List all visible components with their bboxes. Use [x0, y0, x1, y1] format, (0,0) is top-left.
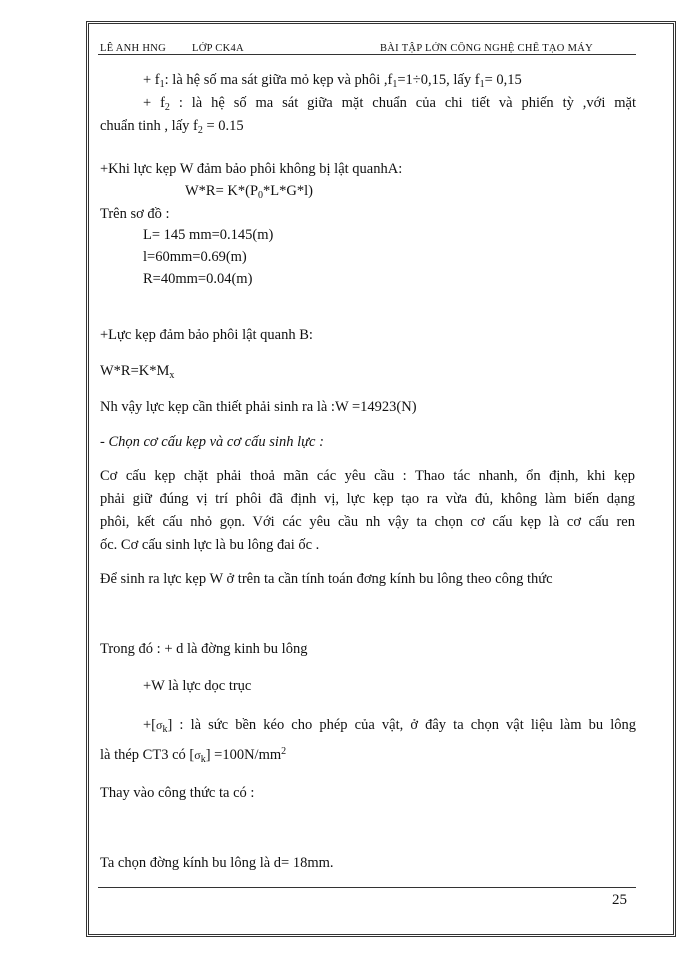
paragraph-line-4: ốc. Cơ cấu sinh lực là bu lông đai ốc . [100, 537, 320, 553]
paragraph-line-2: phải giữ đúng vị trí phôi đã định vị, lực kẹp tạo ra vừa đủ, không làm biến dạng [100, 491, 635, 507]
where-w: +W là lực dọc trục [143, 678, 252, 694]
sigma-line2: là thép CT3 có $[\sigma_k] =100N/mm^2$ [100, 746, 287, 765]
substitute: Thay vào công thức ta có : [100, 785, 255, 801]
f2-line2: chuẩn tinh , lấy $f_2 = 0.15$ [100, 118, 244, 136]
tip-a: +Khi lực kẹp W đảm bảo phôi không bị lật quanhA: [100, 161, 403, 177]
dim-l: l=60mm=0.69(m) [143, 249, 247, 265]
header-class: LỚP CK4A [192, 43, 244, 54]
section-title: - Chọn cơ cấu kẹp và cơ cấu sinh lực : [100, 434, 324, 450]
f2-line1: + $f_2$ : là hệ số ma sát giữa mặt chuẩn của chi tiết và phiến tỳ ,với mặt [143, 95, 636, 113]
sigma-line1: $+[\sigma_k]$ : là sức bền kéo cho phép của vật, ở đây ta chọn vật liệu làm bu lông [143, 717, 636, 735]
formula-a: $W*R= K*(P_0*L*G*l)$ [185, 183, 313, 201]
dim-R: R=40mm=0.04(m) [143, 271, 253, 287]
tip-b: +Lực kẹp đảm bảo phôi lật quanh B: [100, 327, 313, 343]
paragraph-line-3: phôi, kết cấu nhỏ gọn. Với các yêu cầu nh vậy ta chọn cơ cấu kẹp là cơ cấu ren [100, 514, 635, 530]
header-rule [98, 54, 636, 55]
conclusion: Ta chọn đờng kính bu lông là d= 18mm. [100, 855, 334, 871]
f1-line: + $f_1$: là hệ số ma sát giữa mỏ kẹp và phôi $,f_1=1\div 0,15$, lấy $f_1= 0,15$ [143, 72, 522, 90]
dim-L: L= 145 mm=0.145(m) [143, 227, 274, 243]
diagram-label: Trên sơ đồ : [100, 206, 170, 222]
page-number: 25 [612, 892, 627, 908]
result-force: Nh vậy lực kẹp cần thiết phải sinh ra là :W =14923(N) [100, 399, 417, 415]
formula-b: $W*R=K*M_x$ [100, 363, 175, 381]
header-title: BÀI TẬP LỚN CÔNG NGHỆ CHẾ TẠO MÁY [380, 43, 593, 54]
footer-rule [98, 887, 636, 888]
where-d: Trong đó : + d là đờng kinh bu lông [100, 641, 308, 657]
paragraph-line-1: Cơ cấu kẹp chặt phải thoả mãn các yêu cầu : Thao tác nhanh, ổn định, khi kẹp [100, 468, 635, 484]
calc-intro: Để sinh ra lực kẹp W ở trên ta cần tính toán đơng kính bu lông theo công thức [100, 571, 553, 587]
header-author: LÊ ANH HNG [100, 43, 166, 54]
